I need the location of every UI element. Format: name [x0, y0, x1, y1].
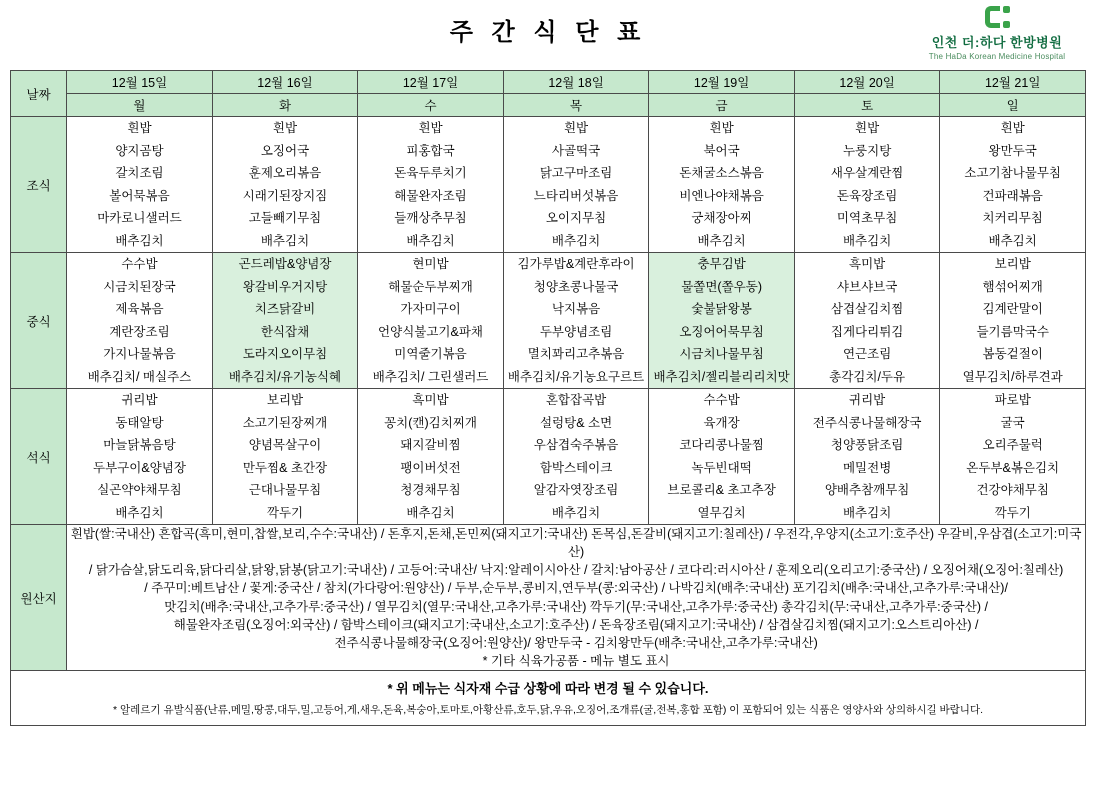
meal-cell-breakfast-0: [67, 117, 213, 253]
menu-item: 제육볶음: [115, 302, 164, 316]
menu-item: 돈육장조림: [836, 188, 898, 203]
date-cell-6: 12월 21일: [940, 71, 1086, 94]
logo-name: 인천 더:하다 한방병원: [931, 35, 1063, 50]
menu-item: 비엔나야채볶음: [679, 188, 764, 203]
meal-cell-breakfast-1: [212, 117, 358, 253]
menu-item: 봄동겉절이: [982, 347, 1043, 361]
menu-item: 건파래볶음: [982, 188, 1043, 203]
menu-item: 열무김치/하루견과: [962, 369, 1063, 384]
weekly-menu-table: [10, 70, 1086, 671]
menu-item: 궁채장아찌: [691, 211, 752, 225]
meal-cell-breakfast-6: [940, 117, 1086, 253]
menu-item: 수수밥: [121, 257, 158, 271]
meal-cell-breakfast-2: [358, 117, 504, 253]
table-header-dates: [11, 71, 1086, 94]
menu-item: 흰밥: [855, 121, 880, 135]
menu-item: 배추김치: [988, 233, 1037, 248]
menu-item: 흰밥: [1000, 121, 1025, 135]
menu-item: 북어국: [703, 143, 740, 158]
meal-cell-lunch-0: [67, 253, 213, 389]
menu-item: 청양초콩나물국: [533, 279, 619, 294]
menu-item: 곤드레밥&양념장: [238, 257, 332, 271]
day-cell-3: 목: [503, 94, 649, 117]
page-title: 주 간 식 단 표: [449, 19, 647, 46]
menu-item: 배추김치/젤리블리리치맛: [653, 369, 790, 384]
menu-item: 들기름막국수: [976, 324, 1049, 339]
menu-item: 양지곰탕: [115, 143, 164, 158]
menu-item: 소고기된장찌개: [242, 415, 328, 430]
row-label-dinner: 석식: [11, 389, 67, 525]
menu-item: 갈치조림: [115, 166, 164, 180]
menu-item: 혼합잡곡밥: [545, 393, 607, 407]
menu-item: 계란장조림: [109, 324, 170, 339]
menu-item: 깍두기: [266, 505, 304, 520]
menu-item: 흰밥: [272, 121, 298, 135]
meal-cell-dinner-2: [358, 389, 504, 525]
origin-line: 맛김치(배추:국내산,고추가루:중국산) / 열무김치(열무:국내산,고추가루:국내산) 깍두기(무:국내산,고추가루:중국산) 총각김치(무:국내산,고추가루:중국산) /: [164, 599, 988, 614]
menu-item: 청경채무침: [400, 483, 461, 497]
meal-cell-dinner-0: [67, 389, 213, 525]
menu-item: 돈채굴소스볶음: [679, 166, 764, 180]
menu-item: 배추김치/ 매실주스: [87, 369, 192, 384]
menu-item: 느타리버섯볶음: [533, 188, 619, 203]
menu-item: 오이지무침: [545, 211, 607, 225]
meal-cell-dinner-5: [794, 389, 940, 525]
meal-cell-breakfast-4: [649, 117, 795, 253]
menu-item: 근대나물무침: [248, 483, 322, 497]
menu-item: 동태알탕: [115, 415, 164, 430]
menu-item: 사골떡국: [551, 143, 601, 158]
menu-item: 배추김치: [115, 233, 164, 248]
menu-item: 팽이버섯전: [400, 460, 461, 475]
menu-item: 흰밥: [709, 121, 734, 135]
origin-line: / 닭가슴살,닭도리육,닭다리살,닭왕,닭봉(닭고기:국내산) / 고등어:국내산/ 낙지:알레이시아산 / 갈치:남아공산 / 코다리:러시아산 / 훈제오리(오리고기:중국산) / 오징어채(오징어:칠레산): [88, 563, 1064, 578]
menu-item: 왕만두국: [988, 143, 1037, 158]
menu-item: 보리밥: [266, 393, 304, 407]
menu-item: 파로밥: [994, 393, 1031, 407]
menu-item: 김계란말이: [982, 302, 1043, 316]
footer-notes: [10, 671, 1086, 726]
day-cell-5: 토: [794, 94, 940, 117]
menu-item: 연근조림: [842, 347, 892, 361]
menu-item: 돈육두루치기: [394, 166, 467, 180]
footer-note-main: * 위 메뉴는 식자재 수급 상황에 따라 변경 될 수 있습니다.: [387, 681, 709, 696]
menu-item: 배추김치: [551, 233, 601, 248]
menu-item: 가자미구이: [400, 302, 461, 316]
menu-item: 청양풍닭조림: [830, 438, 904, 452]
meal-cell-lunch-1: [212, 253, 358, 389]
menu-item: 언양식불고기&파채: [378, 324, 483, 339]
menu-item: 오징어국: [260, 143, 310, 158]
menu-item: 건강야채무침: [976, 483, 1049, 497]
menu-item: 누룽지탕: [842, 143, 892, 158]
menu-item: 녹두빈대떡: [691, 460, 752, 475]
table-header-days: [11, 94, 1086, 117]
menu-item: 만두찜& 초간장: [242, 460, 328, 475]
menu-item: 왕갈비우거지탕: [242, 279, 328, 294]
menu-item: 새우살계란찜: [830, 166, 904, 180]
header-label-date: 날짜: [11, 71, 67, 117]
date-cell-0: 12월 15일: [67, 71, 213, 94]
origin-line: / 주꾸미:베트남산 / 꽃게:중국산 / 참치(가다랑어:원양산) / 두부,순두부,콩비지,연두부(콩:외국산) / 나박김치(배추:국내산) 포기김치(배추:국내산,고추가루:국내산)/: [144, 581, 1008, 596]
menu-item: 볼어묵볶음: [109, 188, 170, 203]
menu-item: 배추김치: [842, 505, 892, 520]
menu-item: 배추김치/유기농식혜: [228, 369, 342, 384]
menu-item: 배추김치: [842, 233, 892, 248]
menu-item: 수수밥: [703, 393, 740, 407]
menu-item: 육개장: [703, 415, 740, 430]
footer-note-sub: * 알레르기 유발식품(난류,메밀,땅콩,대두,밀,고등어,게,새우,돈육,복숭아,토마토,아황산류,호두,닭,우유,오징어,조개류(굴,전복,홍합 포함) 이 포함되어 있는 식품은 영양사와 상의하시길 바랍니다.: [112, 704, 984, 716]
menu-item: 배추김치: [115, 505, 164, 520]
menu-item: 삼겹살김치찜: [830, 302, 904, 316]
origin-info: [67, 525, 1086, 671]
day-cell-0: 월: [67, 94, 213, 117]
logo-c-shape-icon: [985, 6, 1000, 28]
menu-item: 현미밥: [412, 257, 449, 271]
logo-subtitle: The HaDa Korean Medicine Hospital: [928, 52, 1066, 61]
menu-item: 마카로니샐러드: [97, 211, 182, 225]
menu-item: 귀리밥: [849, 393, 886, 407]
meal-cell-breakfast-3: [503, 117, 649, 253]
menu-item: 닭고구마조림: [539, 166, 613, 180]
menu-item: 소고기참나물무침: [964, 166, 1061, 180]
menu-item: 전주식콩나물해장국: [812, 415, 922, 430]
menu-item: 배추김치: [406, 505, 455, 520]
date-cell-3: 12월 18일: [503, 71, 649, 94]
menu-item: 오리주물럭: [982, 438, 1043, 452]
meal-cell-breakfast-5: [794, 117, 940, 253]
menu-item: 시금치나물무침: [679, 347, 764, 361]
menu-item: 총각김치/두유: [829, 369, 906, 384]
menu-item: 배추김치: [697, 233, 746, 248]
menu-item: 마늘닭볶음탕: [103, 438, 176, 452]
menu-item: 흰밥: [563, 121, 589, 135]
menu-item: 멸치꽈리고추볶음: [527, 347, 625, 361]
menu-item: 귀리밥: [121, 393, 158, 407]
day-cell-2: 수: [358, 94, 504, 117]
menu-item: 한식잡채: [260, 324, 310, 339]
menu-item: 설렁탕& 소면: [539, 415, 613, 430]
row-label-origin: 원산지: [11, 525, 67, 671]
meal-cell-lunch-3: [503, 253, 649, 389]
menu-item: 물쫄면(쫄우동): [681, 279, 762, 294]
day-cell-6: 일: [940, 94, 1086, 117]
day-cell-1: 화: [212, 94, 358, 117]
menu-item: 시금치된장국: [103, 279, 176, 294]
menu-item: 양배추참깨무침: [824, 483, 910, 497]
menu-item: 코다리콩나물찜: [679, 438, 764, 452]
date-cell-2: 12월 17일: [358, 71, 504, 94]
menu-item: 시래기된장지짐: [242, 188, 328, 203]
table-row-dinner: [11, 389, 1086, 525]
origin-line: 흰밥(쌀:국내산) 흔합곡(흑미,현미,찹쌀,보리,수수:국내산) / 돈후지,돈채,돈민찌(돼지고기:국내산) 돈목심,돈갈비(돼지고기:칠레산) / 우전각,우양지(소고기:호주산) 우갈비,우삼겹(소고기:미국산): [70, 527, 1082, 560]
table-row-origin: [11, 525, 1086, 671]
menu-item: 보리밥: [994, 257, 1031, 271]
menu-item: 양념목살구이: [248, 438, 322, 452]
menu-item: 집게다리튀김: [830, 324, 904, 339]
menu-item: 해물완자조림: [394, 188, 467, 203]
table-row-lunch: [11, 253, 1086, 389]
menu-item: 해물순두부찌개: [388, 279, 473, 294]
meal-cell-lunch-6: [940, 253, 1086, 389]
menu-item: 배추김치/유기농요구르트: [507, 369, 645, 384]
menu-item: 치즈닭갈비: [254, 302, 316, 316]
meal-cell-dinner-6: [940, 389, 1086, 525]
row-label-breakfast: 조식: [11, 117, 67, 253]
menu-item: 낙지볶음: [551, 302, 601, 316]
menu-item: 충무김밥: [697, 257, 746, 271]
menu-item: 돼지갈비찜: [400, 438, 461, 452]
menu-item: 배추김치/ 그린샐러드: [372, 369, 489, 384]
menu-item: 온두부&볶은김치: [966, 460, 1060, 475]
menu-item: 실곤약야채무침: [97, 483, 182, 497]
menu-item: 두부구이&양념장: [93, 460, 186, 475]
page-header: [0, 0, 1096, 70]
menu-item: 굴국: [1000, 415, 1025, 430]
menu-item: 훈제오리볶음: [248, 166, 322, 180]
menu-item: 숯불닭왕봉: [691, 302, 752, 316]
day-cell-4: 금: [649, 94, 795, 117]
meal-cell-dinner-1: [212, 389, 358, 525]
menu-item: 브로콜리& 초고추장: [667, 483, 776, 497]
menu-item: 흰밥: [127, 121, 152, 135]
menu-item: 우삼겹숙주볶음: [533, 438, 619, 452]
menu-item: 흰밥: [418, 121, 443, 135]
logo-dots-icon: [1003, 6, 1010, 28]
menu-item: 오징어어묵무침: [679, 324, 764, 339]
menu-item: 가지나물볶음: [103, 347, 176, 361]
meal-cell-dinner-3: [503, 389, 649, 525]
menu-item: 들깨상추무침: [394, 211, 467, 225]
table-row-breakfast: [11, 117, 1086, 253]
menu-item: 햄섞어찌개: [982, 279, 1043, 294]
menu-item: 열무김치: [697, 505, 746, 520]
menu-item: 메밀전병: [842, 460, 892, 475]
date-cell-1: 12월 16일: [212, 71, 358, 94]
menu-item: 치커리무침: [982, 211, 1043, 225]
meal-cell-dinner-4: [649, 389, 795, 525]
menu-item: 꽁치(캔)김치찌개: [384, 415, 477, 430]
menu-item: 미역줄기볶음: [394, 347, 467, 361]
menu-item: 배추김치: [406, 233, 455, 248]
menu-item: 샤브샤브국: [836, 279, 898, 294]
date-cell-4: 12월 19일: [649, 71, 795, 94]
meal-cell-lunch-4: [649, 253, 795, 389]
menu-item: 흑미밥: [849, 257, 886, 271]
menu-item: 배추김치: [260, 233, 310, 248]
menu-item: 고들빼기무침: [248, 211, 322, 225]
origin-footnote: * 기타 식육가공품 - 메뉴 별도 표시: [482, 653, 670, 668]
menu-item: 도라지오이무침: [242, 347, 328, 361]
menu-item: 미역초무침: [836, 211, 898, 225]
logo-mark-icon: [912, 4, 1082, 30]
origin-line: 해물완자조림(오징어:외국산) / 함박스테이크(돼지고기:국내산,소고기:호주산) / 돈육장조림(돼지고기:국내산) / 삼겹살김치찜(돼지고기:오스트리아산) /: [173, 617, 979, 632]
meal-cell-lunch-5: [794, 253, 940, 389]
menu-item: 흑미밥: [412, 393, 449, 407]
menu-item: 두부양념조림: [539, 324, 613, 339]
menu-item: 함박스테이크: [539, 460, 613, 475]
menu-item: 피홍합국: [406, 143, 455, 158]
menu-item: 김가루밥&계란후라이: [517, 257, 635, 271]
menu-item: 깍두기: [994, 505, 1031, 520]
origin-line: 전주식콩나물해장국(오징어:원양산)/ 왕만두국 - 김치왕만두(배추:국내산,고추가루:국내산): [334, 635, 818, 650]
hospital-logo: [912, 4, 1082, 61]
menu-item: 배추김치: [551, 505, 601, 520]
row-label-lunch: 중식: [11, 253, 67, 389]
date-cell-5: 12월 20일: [794, 71, 940, 94]
meal-cell-lunch-2: [358, 253, 504, 389]
menu-item: 알감자엿장조림: [533, 483, 619, 497]
